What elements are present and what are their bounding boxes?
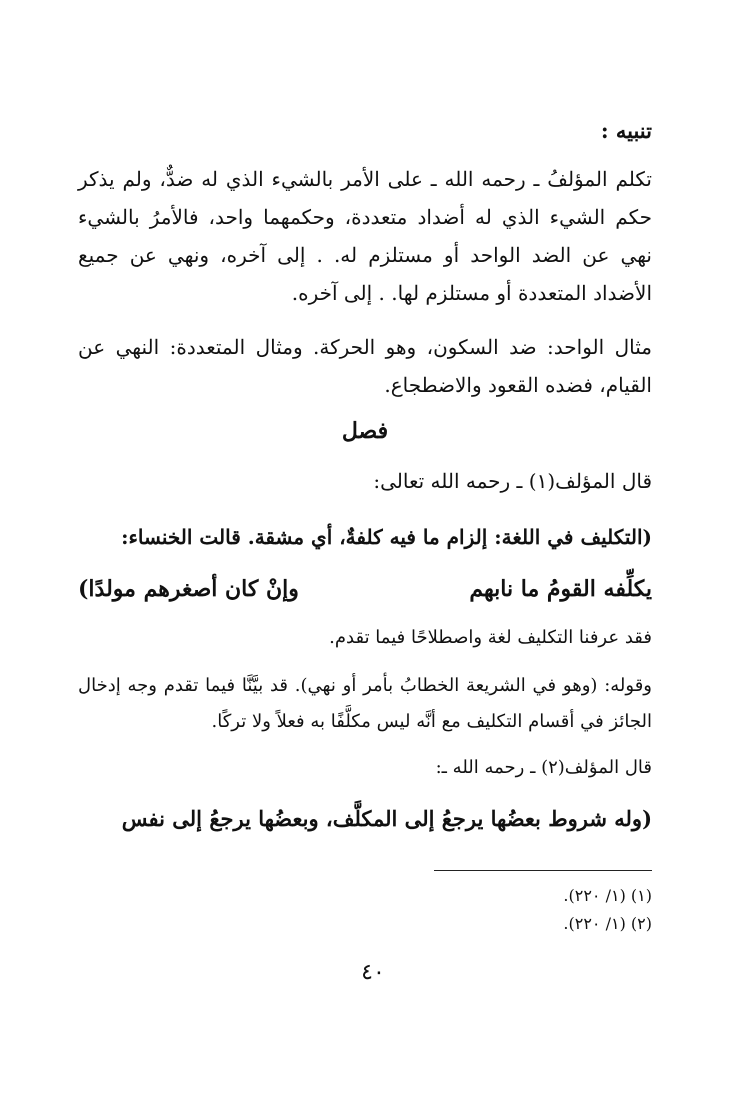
quote-1-intro: قال المؤلف(١) ـ رحمه الله تعالى: [373, 469, 652, 493]
quote-2-intro: قال المؤلف(٢) ـ رحمه الله ـ: [435, 757, 652, 778]
note-heading: تنبيه : [600, 118, 652, 143]
footnote-2: (٢) (١/ ٢٢٠). [563, 914, 652, 933]
paragraph-3: فقد عرفنا التكليف لغة واصطلاحًا فيما تقدم. [329, 627, 652, 648]
page-number: ٤٠ [361, 960, 385, 985]
section-title: فصل [341, 418, 389, 444]
paragraph-1: تكلم المؤلفُ ـ رحمه الله ـ على الأمر بالشيء الذي له ضدٌّ، ولم يذكر حكم الشيء الذي له أضداد متعددة، وحكمهما واحد، فالأمرُ بالشيء نهي عن الضد الواحد أو مستلزم له. . إلى آخره، ونهي عن جميع الأضداد المتعددة أو مستلزم لها. . إلى آخره. [78, 167, 652, 305]
footnotes [78, 882, 652, 938]
verse-first-hemistich: يكلِّفه القومُ ما نابهم [469, 576, 652, 602]
verse-second-hemistich: وإنْ كان أصغرهم مولدًا) [78, 576, 299, 602]
paragraph-2: مثال الواحد: ضد السكون، وهو الحركة. ومثال المتعددة: النهي عن القيام، فضده القعود والاضطجاع. [78, 335, 652, 397]
quote-2-text: (وله شروط بعضُها يرجعُ إلى المكلَّف، وبعضُها يرجعُ إلى نفس [121, 806, 652, 831]
poetry-verse [78, 576, 652, 602]
footnote-divider [434, 870, 652, 871]
paragraph-4: وقوله: (وهو في الشريعة الخطابُ بأمر أو نهي). قد بيَّنَّا فيما تقدم وجه إدخال الجائز في أقسام التكليف مع أنَّه ليس مكلَّفًا به فعلاً ولا تركًا. [78, 675, 652, 732]
quote-1-text: (التكليف في اللغة: إلزام ما فيه كلفةٌ، أي مشقة. قالت الخنساء: [121, 525, 652, 549]
footnote-1: (١) (١/ ٢٢٠). [563, 886, 652, 905]
